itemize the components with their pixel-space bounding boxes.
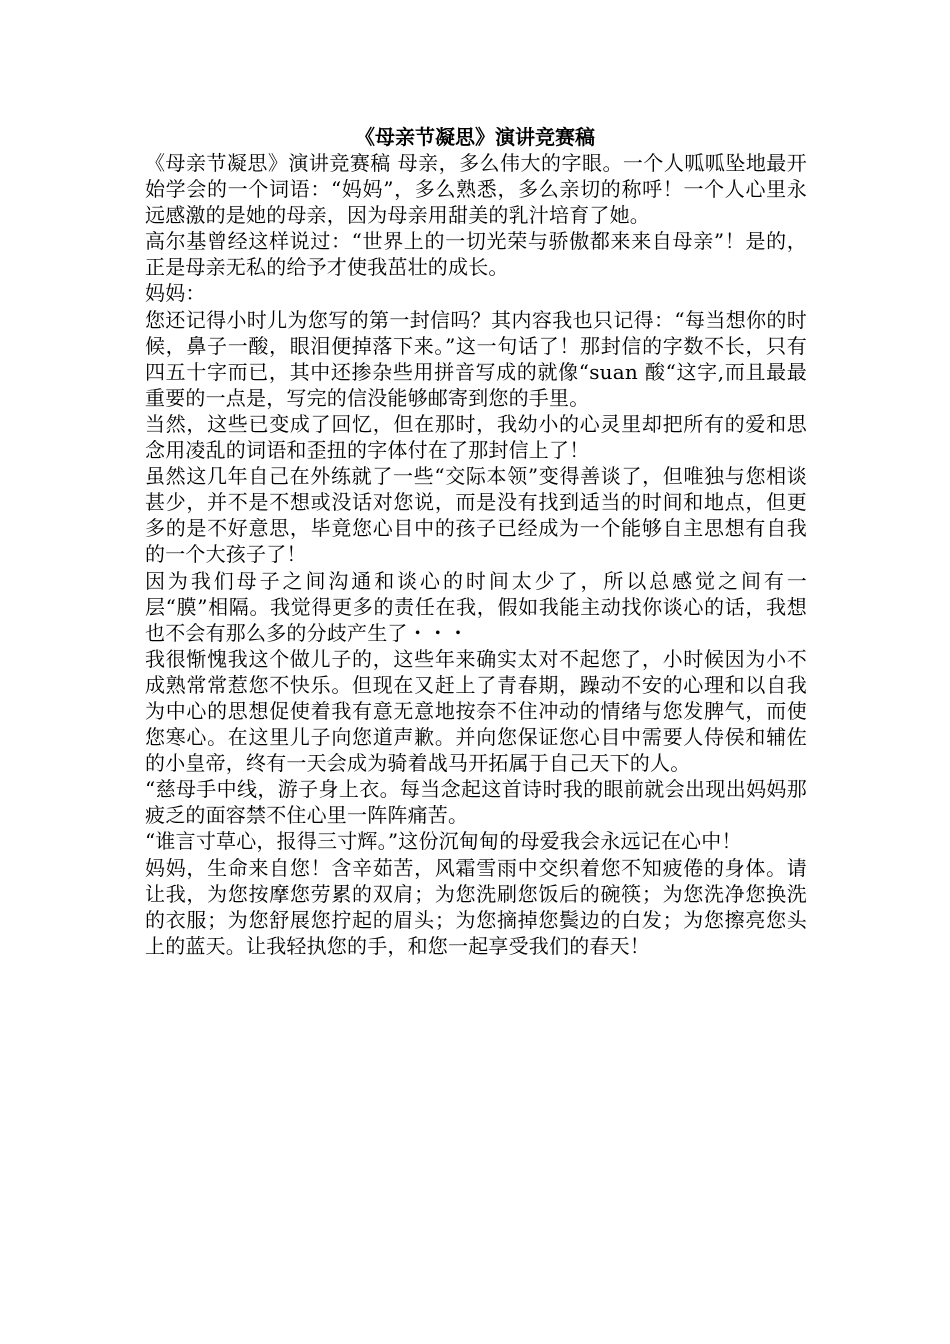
document-title: 《母亲节凝思》演讲竞赛稿	[355, 125, 595, 149]
paragraph-apology: 我很惭愧我这个做儿子的，这些年来确实太对不起您了，小时候因为小不成熟常常惹您不快乐。但现在又赶上了青春期，躁动不安的心理和以自我为中心的思想促使着我有意无意地按奈不住冲动的情绪与您发脾气，而使您寒心。在这里儿子向您道声歉。并向您保证您心目中需要人侍侯和辅佐的小皇帝，终有一天会成为骑着战马开拓属于自己天下的人。	[145, 646, 807, 776]
paragraph-salutation: 妈妈：	[145, 281, 206, 306]
paragraph-poem-line: “慈母手中线，游子身上衣。每当念起这首诗时我的眼前就会出现出妈妈那疲乏的面容禁不住心里一阵阵痛苦。	[145, 777, 807, 828]
document-body	[145, 150, 807, 959]
paragraph-intro: 《母亲节凝思》演讲竞赛稿 母亲，多么伟大的字眼。一个人呱呱坠地最开始学会的一个词语：“妈妈”，多么熟悉，多么亲切的称呼！一个人心里永远感激的是她的母亲，因为母亲用甜美的乳汁培育了她。	[145, 151, 807, 228]
paragraph-closing: 妈妈，生命来自您！含辛茹苦，风霜雪雨中交织着您不知疲倦的身体。请让我，为您按摩您劳累的双肩；为您洗刷您饭后的碗筷；为您洗净您换洗的衣服；为您舒展您拧起的眉头；为您摘掉您鬓边的白发；为您擦亮您头上的蓝天。让我轻执您的手，和您一起享受我们的春天！	[145, 855, 807, 958]
paragraph-first-letter: 您还记得小时儿为您写的第一封信吗？其内容我也只记得：“每当想你的时候，鼻子一酸，眼泪便掉落下来。”这一句话了！那封信的字数不长，只有四五十字而已，其中还掺杂些用拼音写成的就像“suan 酸“这字,而且最最重要的一点是，写完的信没能够邮寄到您的手里。	[145, 307, 807, 410]
paragraph-poem-quote: “谁言寸草心，报得三寸辉。”这份沉甸甸的母爱我会永远记在心中！	[145, 829, 742, 854]
paragraph-gorky-quote: 高尔基曾经这样说过：“世界上的一切光荣与骄傲都来来自母亲”！是的，正是母亲无私的给予才使我茁壮的成长。	[145, 229, 807, 280]
paragraph-memories: 当然，这些已变成了回忆，但在那时，我幼小的心灵里却把所有的爱和思念用凌乱的词语和歪扭的字体付在了那封信上了！	[145, 411, 807, 463]
paragraph-talk-less: 虽然这几年自己在外练就了一些“交际本领”变得善谈了，但唯独与您相谈甚少，并不是不想或没话对您说，而是没有找到适当的时间和地点，但更多的是不好意思，毕竟您心目中的孩子已经成为一个能够自主思想有自我的一个大孩子了！	[145, 464, 807, 567]
paragraph-communication: 因为我们母子之间沟通和谈心的时间太少了，所以总感觉之间有一层“膜”相隔。我觉得更多的责任在我，假如我能主动找你谈心的话，我想也不会有那么多的分歧产生了・・・	[145, 568, 807, 645]
